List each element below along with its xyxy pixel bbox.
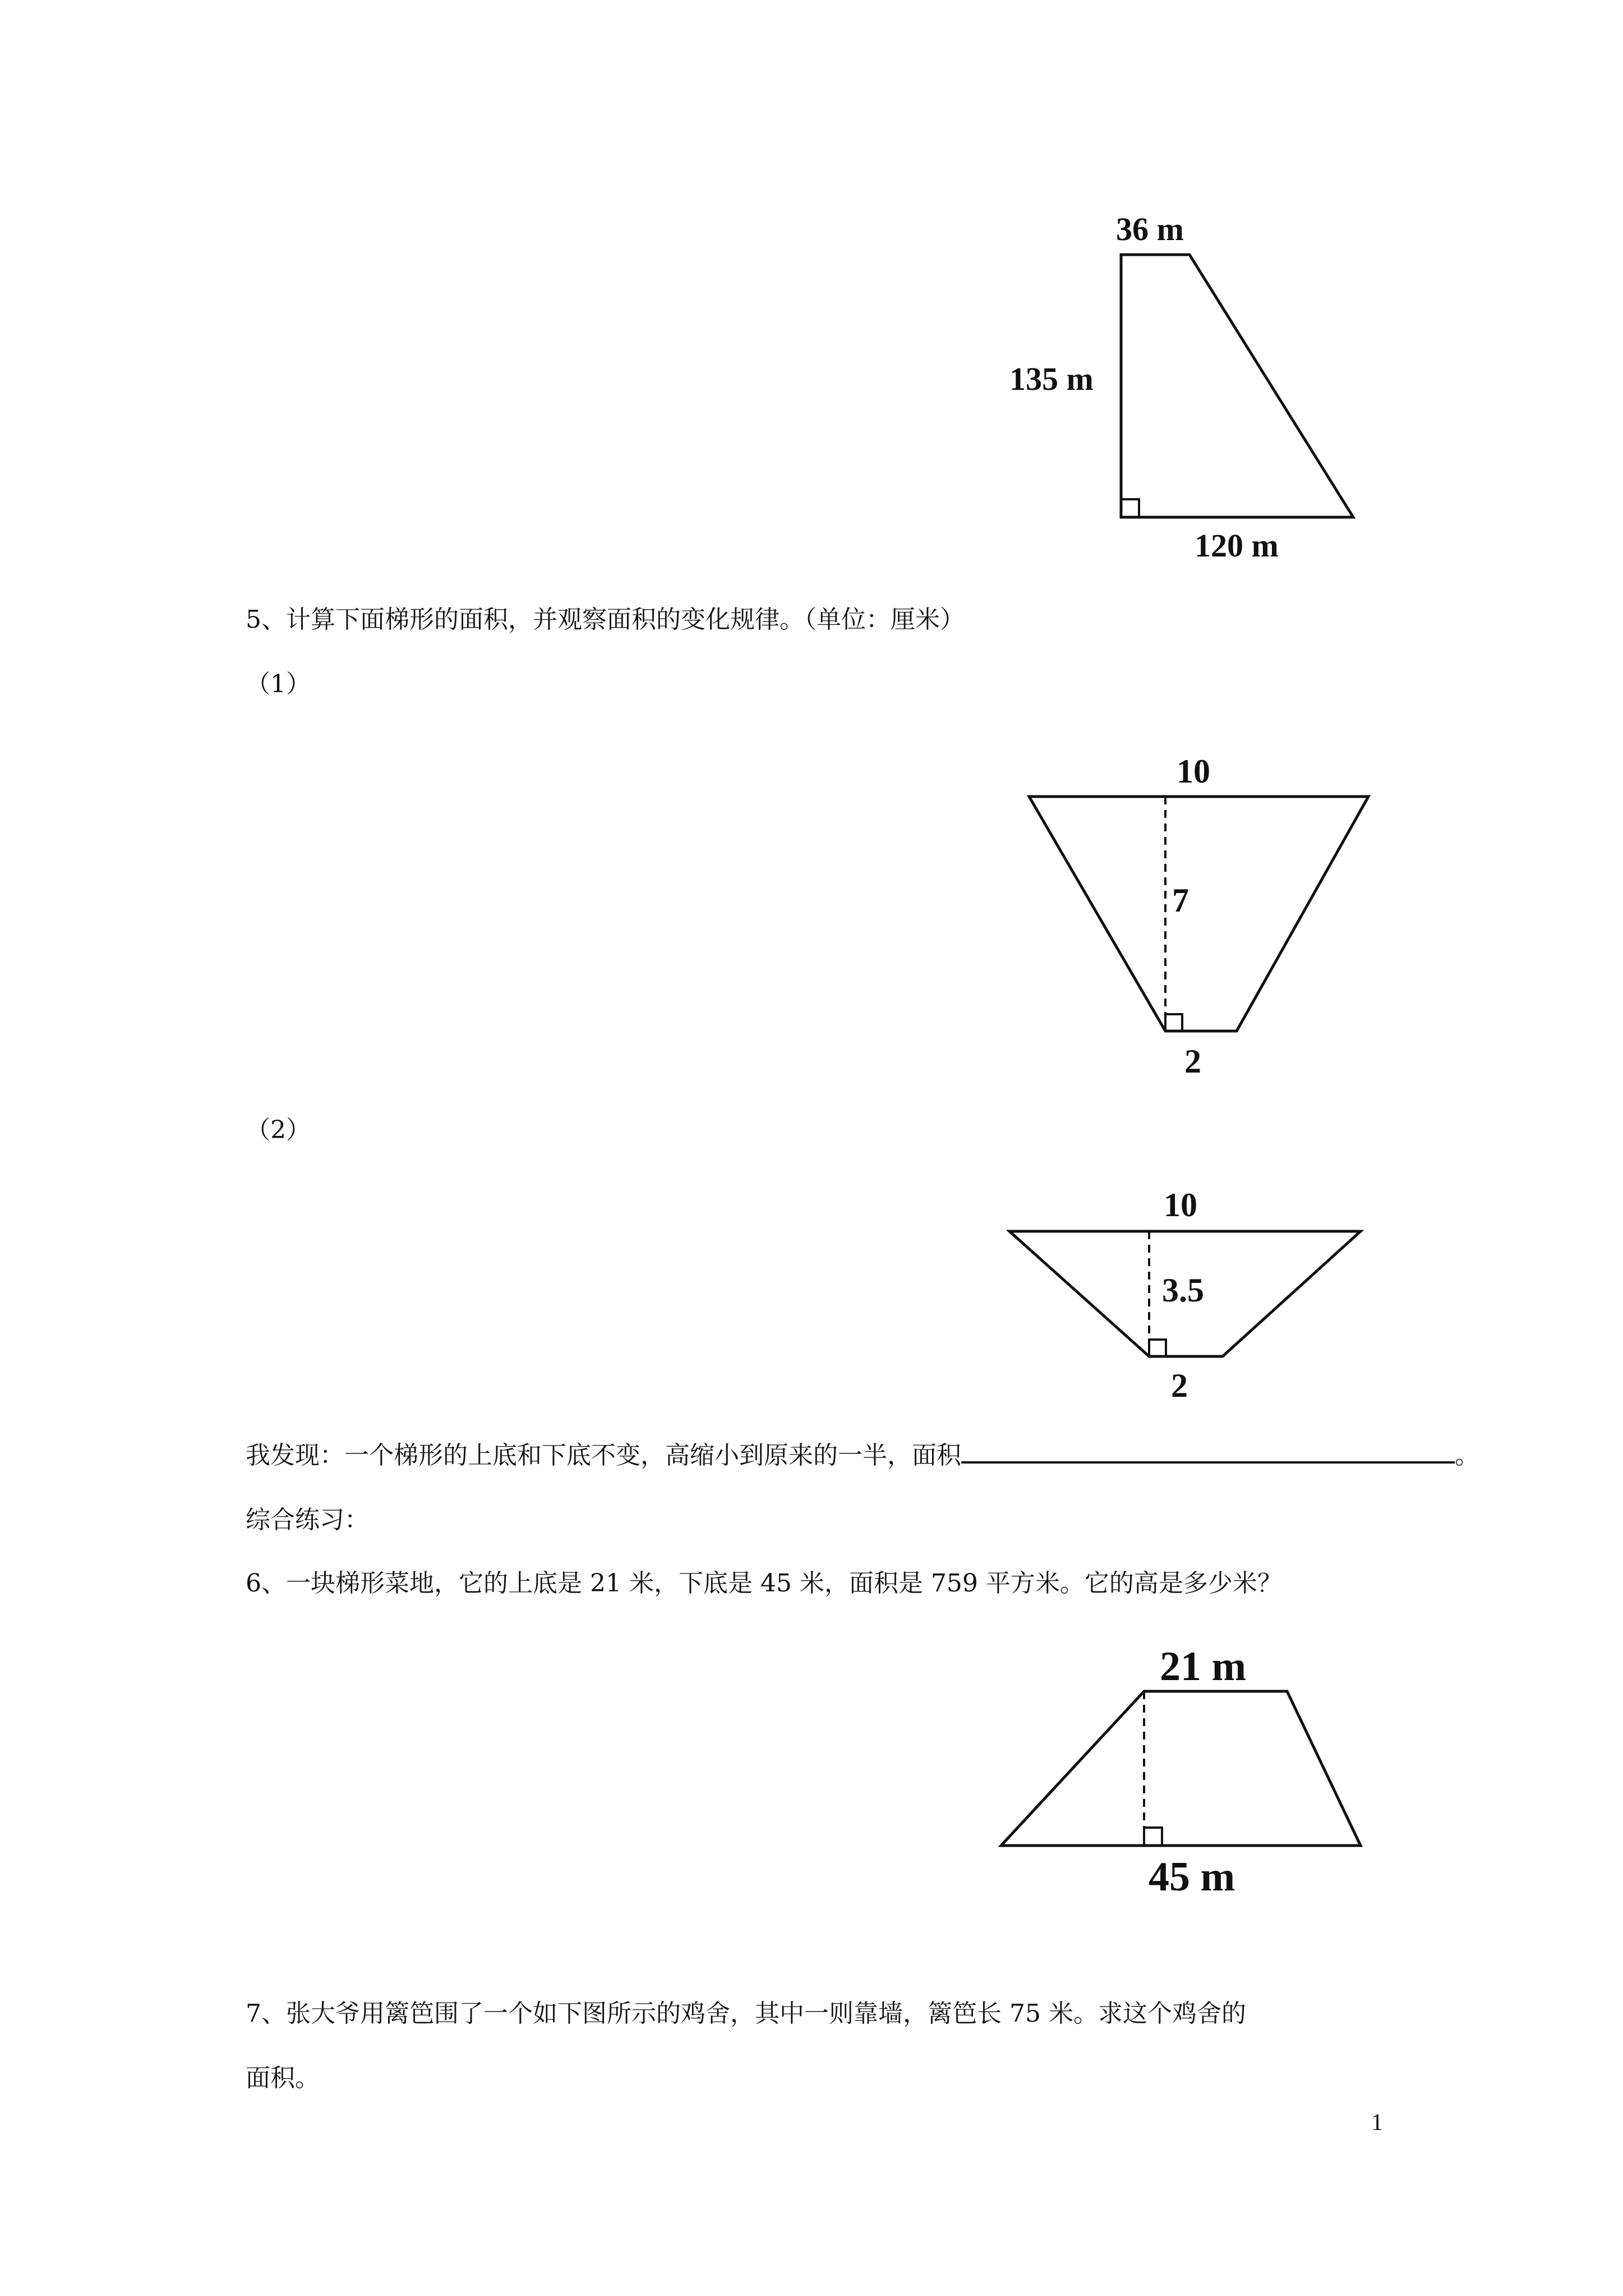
trapezoid-q6-shape (1001, 1691, 1361, 1846)
section-title: 综合练习： (246, 1506, 369, 1534)
right-angle-marker (1144, 1828, 1162, 1846)
label-bottom-base: 45 m (1149, 1854, 1235, 1900)
label-bottom-base: 120 m (1195, 527, 1279, 561)
q5-part1-label: （1） (246, 670, 311, 698)
finding-end: 。 (1455, 1441, 1479, 1470)
label-top-base: 21 m (1160, 1644, 1247, 1690)
label-top-base: 36 m (1116, 211, 1184, 247)
label-height: 3.5 (1162, 1272, 1204, 1309)
q5-part2-label: （2） (246, 1116, 311, 1144)
label-top-base: 10 (1164, 1186, 1197, 1223)
label-bottom-base: 2 (1171, 1367, 1188, 1404)
label-height: 7 (1172, 882, 1189, 919)
q5-prompt: 5、计算下面梯形的面积，并观察面积的变化规律。（单位：厘米） (246, 605, 965, 634)
label-top-base: 10 (1177, 753, 1210, 790)
label-height: 135 m (1009, 361, 1094, 397)
finding-text: 我发现：一个梯形的上底和下底不变，高缩小到原来的一半，面积 (246, 1441, 961, 1470)
q7-line2: 面积。 (246, 2064, 320, 2092)
q7-line1: 7、张大爷用篱笆围了一个如下图所示的鸡舍，其中一则靠墙，篱笆长 75 米。求这个鸡舍的 (246, 1999, 1246, 2028)
page-number: 1 (1371, 2110, 1383, 2136)
q6-prompt: 6、一块梯形菜地，它的上底是 21 米，下底是 45 米，面积是 759 平方米。它的高是多少米？ (246, 1569, 1282, 1598)
label-bottom-base: 2 (1184, 1043, 1201, 1080)
